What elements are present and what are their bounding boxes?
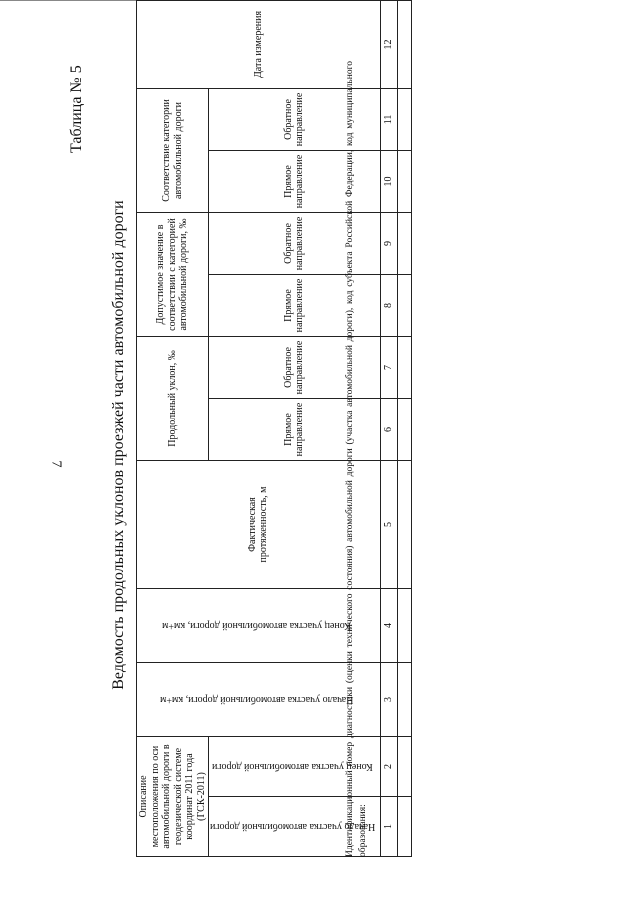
slope-ledger-table <box>136 0 412 857</box>
identification-footnote: Идентификационный номер диагностики (оценки технического состояния) автомобильной дороги (участка автомобильной дороги), код субъекта Российской Федерации, код муниципального образования: <box>345 61 368 857</box>
header-longitudinal-slope: Продольный уклон, ‰ <box>137 337 209 461</box>
header-start-km-text: Начало участка автомобильной дороги, км+м <box>159 694 354 706</box>
header-location-description: Описание местоположения по оси автомобильной дороги в геодезической системе координат 2011 года (ГСК-2011) <box>137 737 209 857</box>
header-end-segment-text: Конец участка автомобильной дороги <box>212 761 373 773</box>
empty-data-cell <box>397 737 411 797</box>
column-number: 1 <box>380 797 397 857</box>
empty-data-cell <box>397 150 411 212</box>
column-number: 11 <box>380 88 397 150</box>
empty-data-cell <box>397 663 411 737</box>
header-slope-forward: Прямое направление <box>209 399 381 461</box>
header-start-segment-text: Начало участка автомобильной дороги <box>210 821 376 833</box>
header-allowed-value: Допустимое значение в соответствии с категорией автомобильной дороги, ‰ <box>137 212 209 336</box>
page-number: 7 <box>48 460 64 468</box>
empty-data-cell <box>397 337 411 399</box>
document-title: Ведомость продольных уклонов проезжей части автомобильной дороги <box>110 200 127 690</box>
header-allowed-forward: Прямое направление <box>209 275 381 337</box>
column-number: 10 <box>380 150 397 212</box>
empty-data-cell <box>397 797 411 857</box>
empty-data-cell <box>397 461 411 589</box>
table-label: Таблица № 5 <box>68 65 85 153</box>
column-number: 2 <box>380 737 397 797</box>
column-number: 5 <box>380 461 397 589</box>
empty-data-cell <box>397 275 411 337</box>
empty-data-cell <box>397 0 411 88</box>
column-number: 12 <box>380 0 397 88</box>
column-number: 4 <box>380 589 397 663</box>
empty-data-cell <box>397 589 411 663</box>
column-number: 7 <box>380 337 397 399</box>
header-compliance-reverse: Обратное направление <box>209 88 381 150</box>
empty-data-cell <box>397 88 411 150</box>
column-number: 9 <box>380 212 397 274</box>
header-actual-length: Фактическая протяженность, м <box>137 461 381 589</box>
header-allowed-reverse: Обратное направление <box>209 212 381 274</box>
header-category-compliance: Соответствие категории автомобильной дороги <box>137 88 209 212</box>
column-number: 3 <box>380 663 397 737</box>
header-measurement-date: Дата измерения <box>137 0 381 88</box>
header-end-km-text: Конец участка автомобильной дороги, км+м <box>162 620 352 632</box>
header-compliance-forward: Прямое направление <box>209 150 381 212</box>
empty-data-cell <box>397 399 411 461</box>
header-slope-reverse: Обратное направление <box>209 337 381 399</box>
column-number: 8 <box>380 275 397 337</box>
empty-data-cell <box>397 212 411 274</box>
column-number: 6 <box>380 399 397 461</box>
